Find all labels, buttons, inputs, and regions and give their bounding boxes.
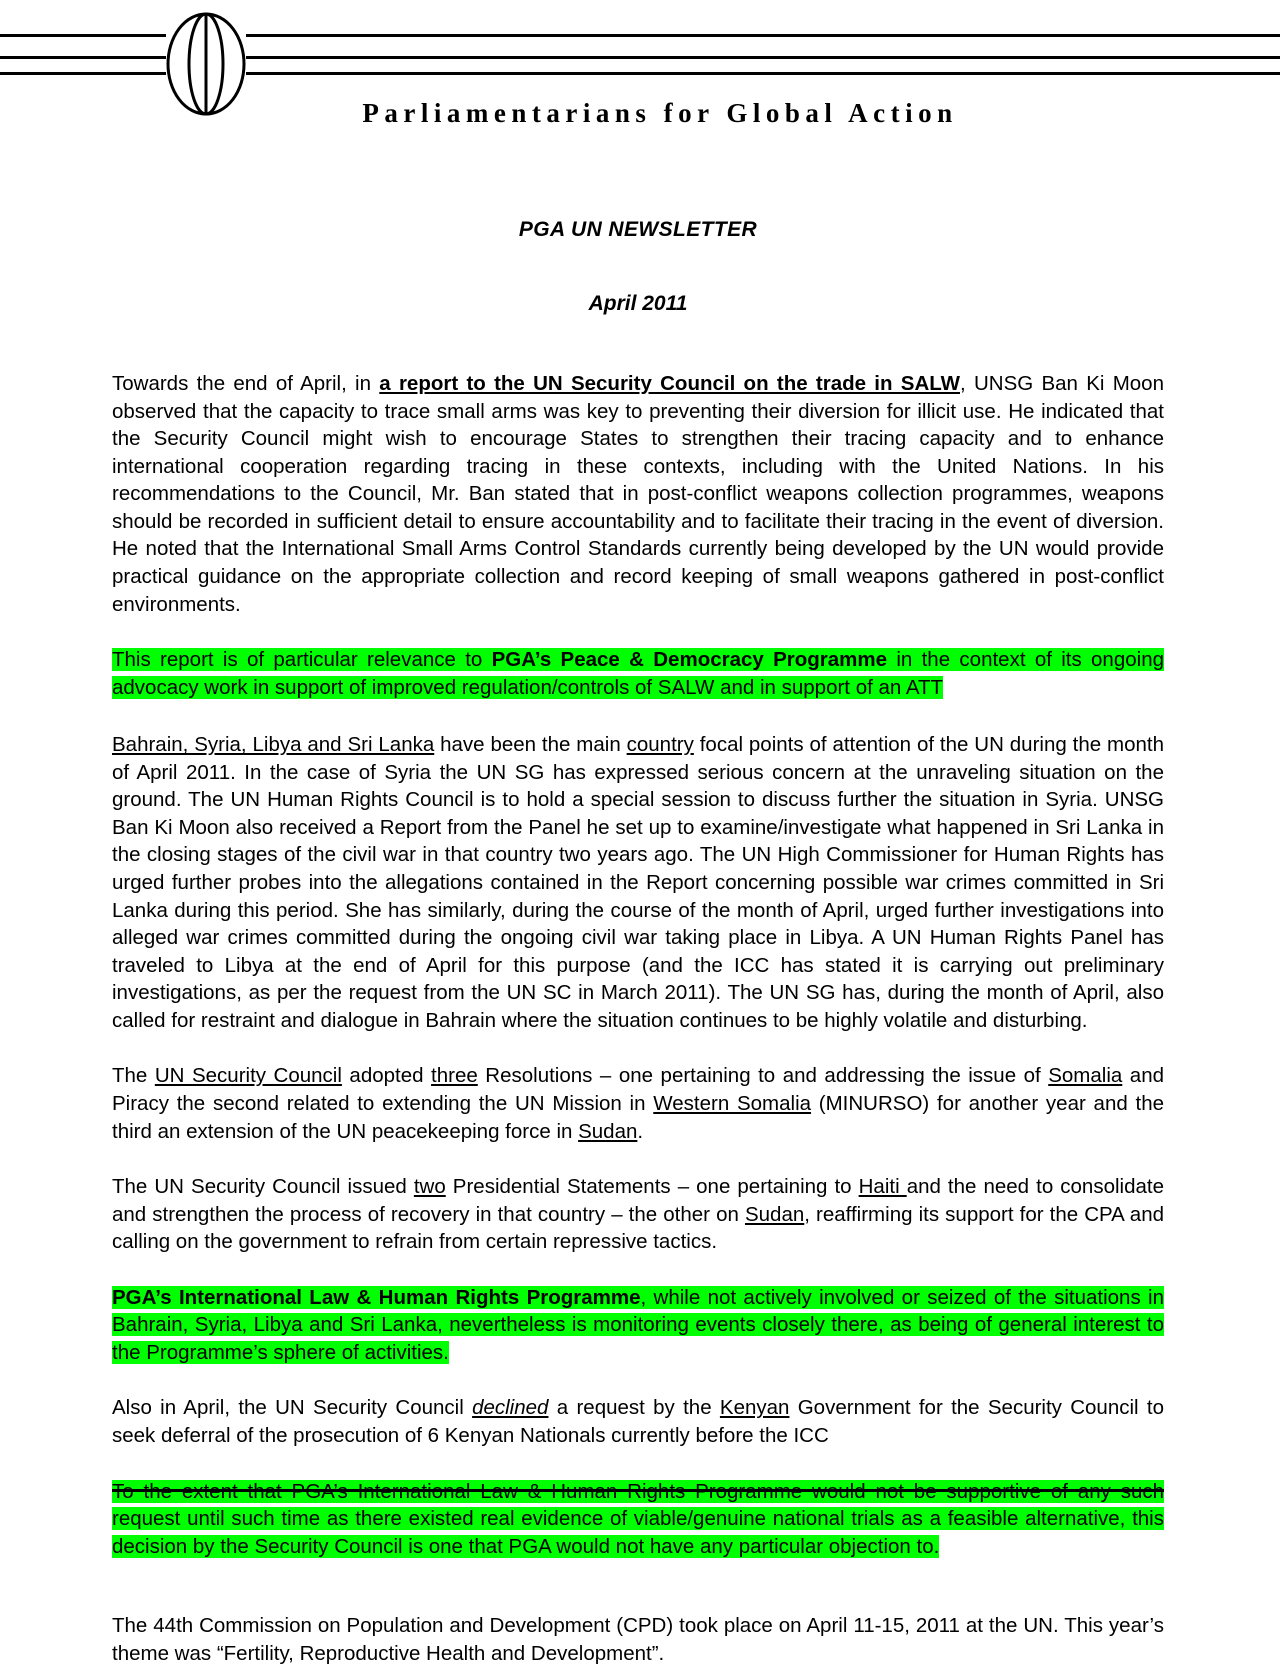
organization-name: Parliamentarians for Global Action (362, 98, 958, 128)
text-run-underline: two (413, 1175, 446, 1199)
text-run-bold-underline: a report to the UN Security Council on the trade in SALW (379, 372, 960, 395)
paragraph-salw-report (112, 370, 1164, 618)
paragraph-cpd-commission: The 44th Commission on Population and Development (CPD) took place on April 11-15, 2011 at the UN. This year’s theme was “Fertility, Reproductive Health and Development”. (112, 1614, 1164, 1665)
paragraph-kenya-deferral (112, 1394, 1164, 1449)
text-run: To the extent that PGA’s International Law & Human Rights Programme would not be supportive of any such request until such time as there existed real evidence of viable/genuine national trials as a feasible alternative, this decision by the Security Council is one that PGA would not have any particular objection to. (112, 1479, 1164, 1558)
text-run: , reaffirming its support for the CPA and calling on the government to refrain from certain repressive tactics. (112, 1202, 1165, 1254)
text-run-underline: Western Somalia (653, 1091, 812, 1115)
text-run-underline: Kenyan (719, 1396, 790, 1420)
text-run-underline: country (626, 733, 694, 757)
paragraph-presidential-statements (112, 1173, 1164, 1256)
text-run-bold: PGA’s International Law & Human Rights Programme (112, 1285, 641, 1309)
text-run: Towards the end of April, in (112, 372, 380, 395)
text-run: and the need to consolidate and strengthen the process of recovery in that country – the other on (112, 1175, 1164, 1226)
text-run-underline: Sudan (578, 1119, 638, 1143)
text-run: (MINURSO) for another year and the third an extension of the UN peacekeeping force in (112, 1091, 1164, 1143)
text-run: a request by the (548, 1396, 720, 1420)
paragraph-country-focal-points (112, 731, 1164, 1034)
text-run-bold: PGA’s Peace & Democracy Programme (491, 648, 888, 672)
highlight-block-international-law (112, 1284, 1164, 1367)
text-run-underline: three (431, 1064, 478, 1088)
text-run: Presidential Statements – one pertaining to (445, 1175, 859, 1199)
text-run-underline: UN Security Council (154, 1064, 342, 1088)
text-run: have been the main (434, 733, 627, 757)
document-body (112, 218, 1164, 1667)
text-run-underline: Haiti (858, 1175, 907, 1199)
document-date: April 2011 (588, 292, 688, 315)
text-run: focal points of attention of the UN during the month of April 2011. In the case of Syria the UN SG has expressed serious concern at the unraveling situation on the ground. The UN Human Rights Council is to hold a special session to discuss further the situation in Syria. UNSG Ban Ki Moon also received a Report from the Panel he set up to examine/investigate what happened in Sri Lanka in the closing stages of the civil war in that country two years ago. The UN High Commissioner for Human Rights has urged further probes into the allegations contained in the Report concerning possible war crimes committed in Sri Lanka during this period. She has similarly, during the course of the month of April, urged further investigations into alleged war crimes committed during the ongoing civil war taking place in Libya. A UN Human Rights Panel has traveled to Libya at the end of April for this purpose (and the ICC has stated it is carrying out preliminary investigations, as per the request from the UN SC in March 2011). The UN SG has, during the month of April, also called for restraint and dialogue in Bahrain where the situation continues to be highly volatile and disturbing. (112, 733, 1164, 1032)
text-run: adopted (341, 1064, 432, 1088)
letterhead (0, 0, 1280, 150)
text-run: and Piracy the second related to extending the UN Mission in (112, 1064, 1164, 1115)
text-run-underline: Sudan (744, 1202, 805, 1226)
text-run: Resolutions – one pertaining to and addressing the issue of (477, 1064, 1049, 1088)
text-run: , UNSG Ban Ki Moon observed that the capacity to trace small arms was key to preventing their diversion for illicit use. He indicated that the Security Council might wish to encourage States to strengthen their tracing capacity and to enhance international cooperation regarding tracing in these contexts, including with the United Nations. In his recommendations to the Council, Mr. Ban stated that in post-conflict weapons collection programmes, weapons should be recorded in sufficient detail to ensure accountability and to facilitate their tracing in the event of diversion. He noted that the International Small Arms Control Standards currently being developed by the UN would provide practical guidance on the appropriate collection and record keeping of small weapons gathered in post-conflict environments. (112, 372, 1164, 616)
text-run: . (637, 1119, 644, 1143)
text-run: Also in April, the UN Security Council (112, 1396, 473, 1420)
text-run: The UN Security Council issued (112, 1175, 414, 1199)
text-run: Government for the Security Council to seek deferral of the prosecution of 6 Kenyan Nationals currently before the ICC (112, 1396, 1164, 1447)
text-run: , while not actively involved or seized of the situations in Bahrain, Syria, Libya and Sri Lanka, nevertheless is monitoring events closely there, as being of general interest to the Programme’s sphere of activities. (112, 1285, 1164, 1364)
page-title: PGA UN NEWSLETTER (518, 218, 758, 241)
text-run: The (112, 1064, 155, 1088)
text-run: in the context of its ongoing advocacy work in support of improved regulation/controls of SALW and in support of an ATT (112, 648, 1164, 699)
text-run: This report is of particular relevance to (112, 648, 492, 672)
globe-icon (166, 12, 246, 116)
text-run-underline: Somalia (1048, 1064, 1123, 1088)
text-run-underline: Bahrain, Syria, Libya and Sri Lanka (112, 733, 435, 757)
text-run-italic-underline: declined (472, 1396, 549, 1420)
footer-rule (112, 1489, 1164, 1492)
paragraph-resolutions (112, 1062, 1164, 1145)
highlight-block-peace-democracy (112, 646, 1164, 701)
